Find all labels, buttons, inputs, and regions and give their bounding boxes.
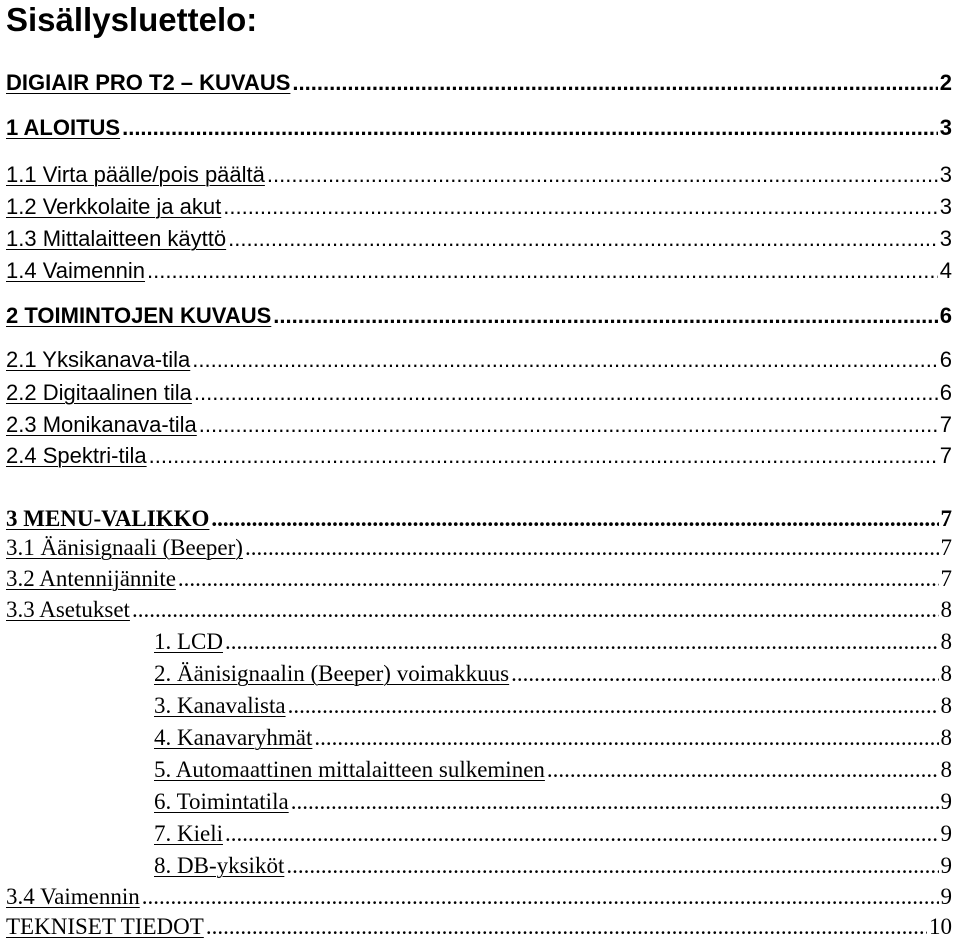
toc-entry-page: 7 xyxy=(940,506,952,531)
toc-entry-menu-valikko[interactable] xyxy=(6,506,952,532)
toc-entry-2-2[interactable] xyxy=(6,380,952,406)
toc-entry-label[interactable]: 2. Äänisignaalin (Beeper) voimakkuus xyxy=(154,661,510,686)
toc-entry-1-1[interactable] xyxy=(6,162,952,188)
toc-entry-page: 9 xyxy=(940,884,952,909)
toc-entry-label[interactable]: 3.2 Antennijännite xyxy=(6,566,176,591)
toc-entry-page: 3 xyxy=(939,162,952,187)
dot-leader xyxy=(178,566,939,592)
toc-entry-page: 10 xyxy=(929,914,952,939)
toc-entry-label[interactable]: 3. Kanavalista xyxy=(154,693,286,718)
toc-entry-2-4[interactable] xyxy=(6,443,952,469)
dot-leader xyxy=(223,194,938,220)
dot-leader xyxy=(267,162,938,188)
toc-entry-page: 2 xyxy=(939,70,952,95)
toc-entry-page: 9 xyxy=(940,789,952,814)
toc-entry-label[interactable]: 1 ALOITUS xyxy=(6,115,121,140)
toc-entry-3-3-7[interactable] xyxy=(154,821,952,847)
toc-entry-page: 8 xyxy=(940,629,952,654)
toc-entry-3-3-5[interactable] xyxy=(154,757,952,783)
toc-entry-label[interactable]: 6. Toimintatila xyxy=(154,789,289,814)
dot-leader xyxy=(149,443,938,469)
dot-leader xyxy=(547,757,939,783)
toc-entry-page: 8 xyxy=(940,757,952,782)
toc-entry-page: 8 xyxy=(940,661,952,686)
dot-leader xyxy=(292,70,937,96)
dot-leader xyxy=(147,258,938,284)
toc-entry-page: 8 xyxy=(940,693,952,718)
toc-entry-2-1[interactable] xyxy=(6,347,952,373)
toc-entry-page: 9 xyxy=(940,821,952,846)
toc-entry-3-3-1[interactable] xyxy=(154,629,952,655)
toc-entry-3-3-8[interactable] xyxy=(154,853,952,879)
dot-leader xyxy=(225,821,939,847)
toc-entry-label[interactable]: 1.3 Mittalaitteen käyttö xyxy=(6,226,227,251)
toc-entry-page: 3 xyxy=(939,115,952,140)
toc-entry-label[interactable]: 7. Kieli xyxy=(154,821,223,846)
toc-entry-toimintojen-kuvaus[interactable] xyxy=(6,303,952,329)
toc-entry-label[interactable]: 3.4 Vaimennin xyxy=(6,884,140,909)
toc-entry-kuvaus[interactable] xyxy=(6,70,952,96)
dot-leader xyxy=(314,725,938,751)
dot-leader xyxy=(132,597,939,623)
dot-leader xyxy=(245,535,939,561)
toc-entry-label[interactable]: 5. Automaattinen mittalaitteen sulkeminen xyxy=(154,757,545,782)
toc-entry-3-3[interactable] xyxy=(6,597,952,623)
page-title: Sisällysluettelo: xyxy=(6,1,258,38)
dot-leader xyxy=(199,412,938,438)
toc-entry-page: 7 xyxy=(939,412,952,437)
toc-entry-label[interactable]: TEKNISET TIEDOT xyxy=(6,914,204,939)
dot-leader xyxy=(192,347,938,373)
toc-entry-1-4[interactable] xyxy=(6,258,952,284)
toc-entry-2-3[interactable] xyxy=(6,412,952,438)
toc-entry-3-4[interactable] xyxy=(6,884,952,910)
toc-entry-tekniset-tiedot[interactable] xyxy=(6,914,952,940)
dot-leader xyxy=(206,914,927,940)
toc-entry-label[interactable]: 1. LCD xyxy=(154,629,223,654)
toc-entry-page: 8 xyxy=(940,725,952,750)
toc-entry-label[interactable]: 2.3 Monikanava-tila xyxy=(6,412,197,437)
dot-leader xyxy=(194,380,938,406)
toc-entry-page: 9 xyxy=(940,853,952,878)
toc-entry-3-2[interactable] xyxy=(6,566,952,592)
toc-entry-label[interactable]: 8. DB-yksiköt xyxy=(154,853,285,878)
dot-leader xyxy=(286,853,938,879)
toc-entry-label[interactable]: 2 TOIMINTOJEN KUVAUS xyxy=(6,303,272,328)
toc-entry-label[interactable]: 3.3 Asetukset xyxy=(6,597,130,622)
toc-entry-label[interactable]: 1.4 Vaimennin xyxy=(6,258,146,283)
toc-entry-label[interactable]: 3.1 Äänisignaali (Beeper) xyxy=(6,535,243,560)
toc-entry-page: 6 xyxy=(939,347,952,372)
toc-entry-aloitus[interactable] xyxy=(6,115,952,141)
toc-entry-label[interactable]: 1.2 Verkkolaite ja akut xyxy=(6,194,222,219)
toc-entry-label[interactable]: 2.1 Yksikanava-tila xyxy=(6,347,191,372)
toc-entry-label[interactable]: 1.1 Virta päälle/pois päältä xyxy=(6,162,265,187)
toc-entry-label[interactable]: 3 MENU-VALIKKO xyxy=(6,506,210,531)
toc-entry-label[interactable]: 2.4 Spektri-tila xyxy=(6,443,147,468)
toc-entry-page: 3 xyxy=(939,194,952,219)
toc-entry-3-3-3[interactable] xyxy=(154,693,952,719)
toc-entry-page: 6 xyxy=(939,303,952,328)
dot-leader xyxy=(211,506,938,532)
dot-leader xyxy=(273,303,937,329)
dot-leader xyxy=(288,693,939,719)
toc-entry-label[interactable]: DIGIAIR PRO T2 – KUVAUS xyxy=(6,70,291,95)
dot-leader xyxy=(511,661,938,687)
toc-entry-page: 4 xyxy=(939,258,952,283)
toc-entry-3-3-4[interactable] xyxy=(154,725,952,751)
dot-leader xyxy=(291,789,939,815)
toc-entry-page: 3 xyxy=(939,226,952,251)
toc-entry-label[interactable]: 2.2 Digitaalinen tila xyxy=(6,380,192,405)
dot-leader xyxy=(225,629,939,655)
dot-leader xyxy=(228,226,938,252)
dot-leader xyxy=(122,115,938,141)
toc-entry-3-1[interactable] xyxy=(6,535,952,561)
toc-entry-page: 8 xyxy=(940,597,952,622)
toc-entry-page: 7 xyxy=(940,535,952,560)
toc-entry-1-2[interactable] xyxy=(6,194,952,220)
toc-entry-page: 7 xyxy=(940,566,952,591)
toc-entry-3-3-2[interactable] xyxy=(154,661,952,687)
dot-leader xyxy=(142,884,939,910)
toc-entry-label[interactable]: 4. Kanavaryhmät xyxy=(154,725,313,750)
toc-entry-1-3[interactable] xyxy=(6,226,952,252)
toc-entry-3-3-6[interactable] xyxy=(154,789,952,815)
toc-entry-page: 6 xyxy=(939,380,952,405)
toc-entry-page: 7 xyxy=(939,443,952,468)
